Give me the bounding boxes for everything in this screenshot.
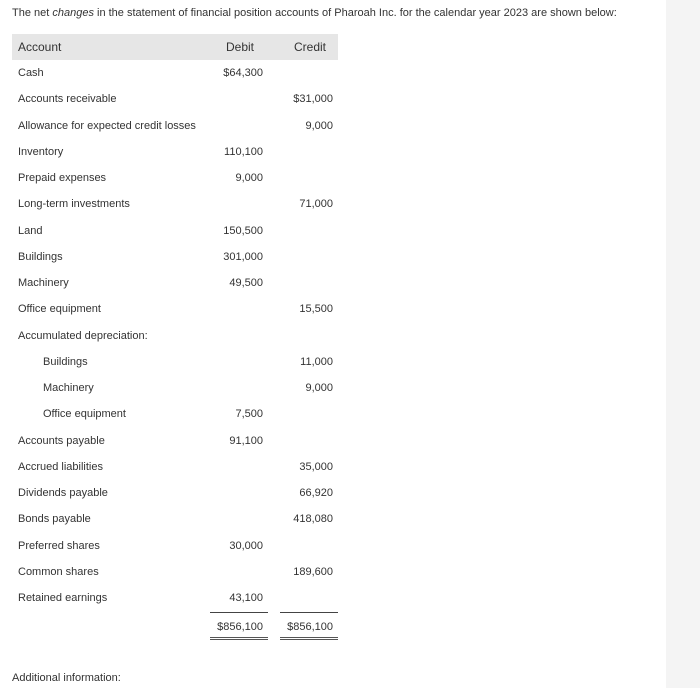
account-name: Machinery bbox=[18, 277, 69, 289]
account-name: Preferred shares bbox=[18, 539, 100, 552]
table-row bbox=[12, 244, 338, 270]
table-row bbox=[12, 375, 338, 401]
credit-value: 418,080 bbox=[293, 513, 333, 526]
table-row bbox=[12, 454, 338, 480]
debit-value: 9,000 bbox=[235, 172, 263, 184]
credit-value: 15,500 bbox=[299, 303, 333, 316]
accounts-table bbox=[12, 34, 338, 633]
debit-double-rule bbox=[210, 637, 268, 640]
account-name: Accumulated depreciation: bbox=[18, 329, 148, 342]
table-row bbox=[12, 506, 338, 532]
credit-value: $31,000 bbox=[293, 93, 333, 106]
credit-total-rule bbox=[280, 612, 338, 613]
header-account: Account bbox=[18, 40, 62, 54]
credit-value: 189,600 bbox=[293, 565, 333, 578]
account-name: Common shares bbox=[18, 565, 99, 578]
debit-value: 43,100 bbox=[229, 592, 263, 604]
table-row bbox=[12, 165, 338, 191]
debit-value: 150,500 bbox=[223, 224, 263, 237]
intro-text bbox=[12, 7, 617, 19]
header-credit: Credit bbox=[293, 40, 326, 54]
account-name: Cash bbox=[18, 67, 44, 79]
table-row bbox=[12, 296, 338, 322]
table-row bbox=[12, 480, 338, 506]
account-name: Office equipment bbox=[43, 408, 126, 421]
account-name: Machinery bbox=[43, 382, 94, 394]
debit-value: 49,500 bbox=[229, 277, 263, 289]
account-name: Long-term investments bbox=[18, 198, 130, 211]
table-row bbox=[12, 86, 338, 112]
account-name: Prepaid expenses bbox=[18, 172, 107, 184]
account-name: Accrued liabilities bbox=[18, 460, 103, 473]
table-row bbox=[12, 218, 338, 244]
header-debit: Debit bbox=[225, 40, 254, 54]
account-name: Bonds payable bbox=[18, 513, 91, 526]
account-name: Dividends payable bbox=[18, 487, 108, 499]
debit-total: $856,100 bbox=[217, 621, 263, 633]
credit-value: 9,000 bbox=[305, 382, 333, 394]
debit-value: 91,100 bbox=[229, 434, 263, 447]
table-row bbox=[12, 533, 338, 559]
credit-value: 71,000 bbox=[299, 198, 333, 211]
credit-value: 11,000 bbox=[300, 355, 333, 368]
debit-value: 30,000 bbox=[229, 539, 263, 552]
intro-after: in the statement of financial position accounts of Pharoah Inc. for the calendar year 2023 are shown below: bbox=[93, 7, 617, 19]
additional-information-label: Additional information: bbox=[12, 672, 121, 684]
table-row bbox=[12, 60, 338, 86]
credit-total: $856,100 bbox=[287, 621, 333, 633]
page-margin bbox=[666, 0, 700, 688]
account-name: Accounts receivable bbox=[18, 93, 117, 106]
credit-value: 66,920 bbox=[299, 487, 333, 499]
table-row bbox=[12, 585, 338, 611]
table-row bbox=[12, 428, 338, 454]
account-name: Land bbox=[18, 224, 43, 237]
table-row bbox=[12, 401, 338, 427]
debit-value: 110,100 bbox=[224, 145, 263, 158]
account-name: Buildings bbox=[43, 355, 88, 368]
debit-total-rule bbox=[210, 612, 268, 613]
table-row bbox=[12, 139, 338, 165]
table-row bbox=[12, 191, 338, 217]
account-name: Buildings bbox=[18, 250, 63, 263]
credit-double-rule bbox=[280, 637, 338, 640]
intro-before: The net bbox=[12, 7, 53, 19]
account-name: Inventory bbox=[18, 145, 64, 158]
account-name: Allowance for expected credit losses bbox=[18, 119, 196, 132]
table-row bbox=[12, 270, 338, 296]
table-row bbox=[12, 113, 338, 139]
table-header bbox=[12, 34, 338, 60]
credit-value: 9,000 bbox=[305, 119, 333, 132]
account-name: Accounts payable bbox=[18, 434, 105, 447]
debit-value: 7,500 bbox=[235, 408, 263, 421]
debit-value: 301,000 bbox=[223, 250, 263, 263]
table-row bbox=[12, 323, 338, 349]
intro-emphasis: changes bbox=[52, 7, 94, 19]
account-name: Retained earnings bbox=[18, 592, 108, 604]
credit-value: 35,000 bbox=[299, 460, 333, 473]
table-row bbox=[12, 559, 338, 585]
table-row bbox=[12, 349, 338, 375]
debit-value: $64,300 bbox=[223, 67, 263, 79]
account-name: Office equipment bbox=[18, 303, 101, 316]
